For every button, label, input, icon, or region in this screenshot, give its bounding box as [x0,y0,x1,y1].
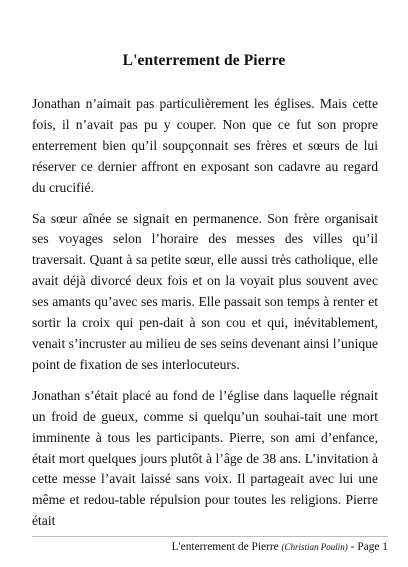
page-footer [172,541,388,553]
paragraph-1: Jonathan n’aimait pas particulièrement les églises. Mais cette fois, il n’avait pas pu y couper. Non que ce fut son propre enterrement bien qu’il soupçonnait ses frères et sœurs de lui réserver ce dernier affront en exposant son cadavre au regard du crucifié. [32,96,378,195]
footer-page-number: - Page 1 [350,541,388,553]
paragraph-2: Sa sœur aînée se signait en permanence. Son frère organisait ses voyages selon l’horaire des messes des villes qu’il traversait. Quant à sa petite sœur, elle aussi très catholique, elle avait déjà divorcé deux fois et on la voyait plus souvent avec ses amants qu’avec ses maris. Elle passait son temps à renter et sortir la croix qui pen-dait à son cou et qui, inévitablement, venait s’incruster au milieu de ses seins devenant ainsi l’unique point de fixation de ses interlocuteurs. [32,210,378,372]
footer-title: L'enterrement de Pierre [171,541,279,553]
footer-author: (Christian Poulin) [281,542,348,552]
document-title: L'enterrement de Pierre [122,52,286,69]
footer-divider [32,536,388,537]
document-body [32,94,378,542]
paragraph-3: Jonathan s’était placé au fond de l’église dans laquelle régnait un froid de gueux, comme si quelqu’un souhai-tait une mort imminente à tous les participants. Pierre, son ami d’enfance, était mort quelques jours plutôt à l’âge de 38 ans. L’invitation à cette messe l’avait laissé sans voix. Il partageait avec lui une même et redou-table répulsion pour toutes les religions. Pierre était [32,387,378,529]
